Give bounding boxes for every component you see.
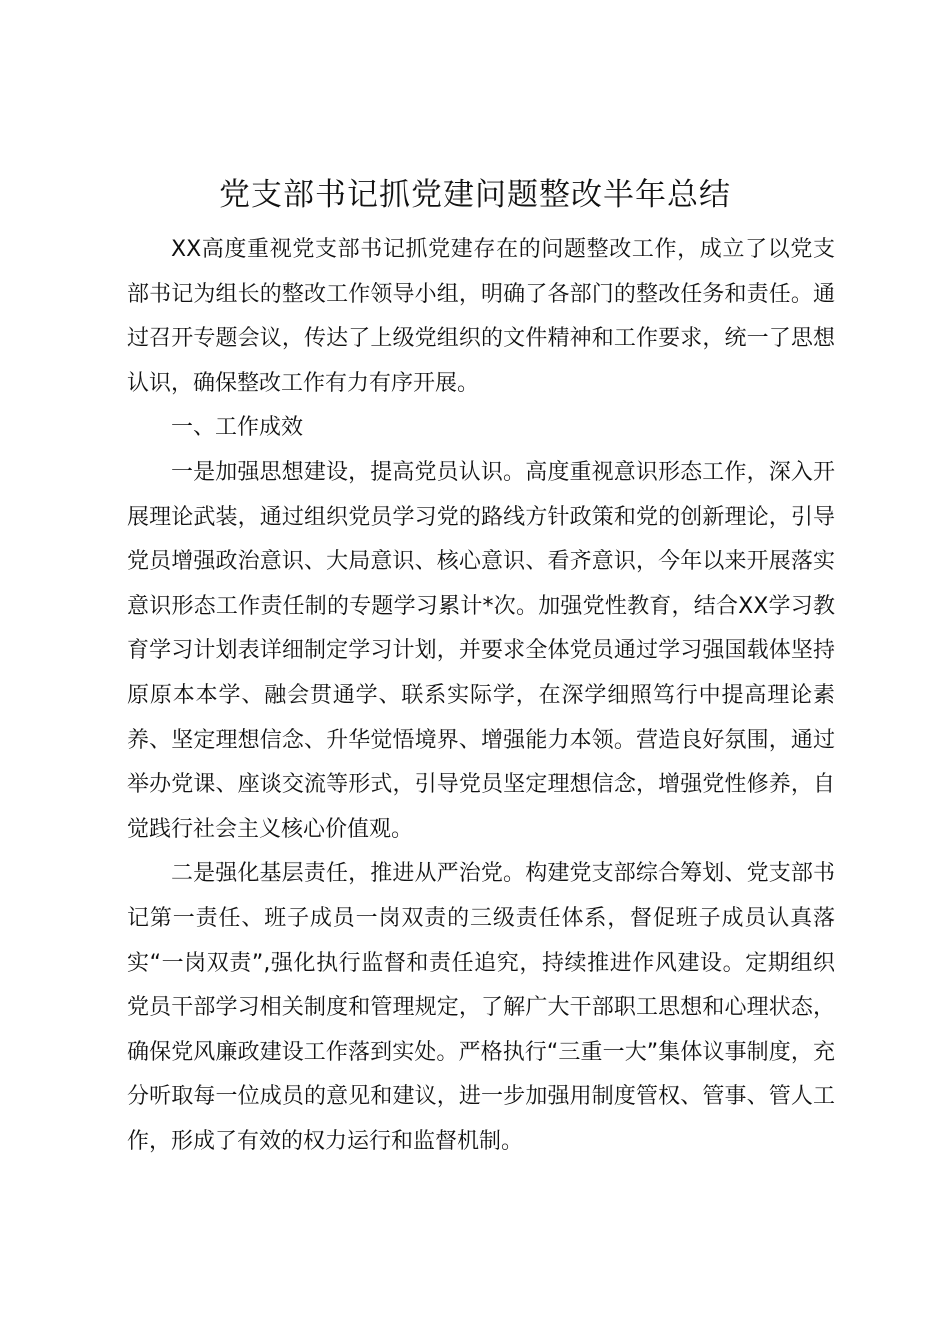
- section-heading-work-results: 一、工作成效: [171, 415, 304, 441]
- intro-paragraph: XX高度重视党支部书记抓党建存在的问题整改工作，成立了以党支部书记为组长的整改工作领导小组，明确了各部门的整改任务和责任。通过召开专题会议，传达了上级党组织的文件精神和工作要求，统一了思想认识，确保整改工作有力有序开展。: [127, 237, 835, 396]
- document-body: [127, 228, 835, 1164]
- paragraph-grassroots-responsibility: 二是强化基层责任，推进从严治党。构建党支部综合筹划、党支部书记第一责任、班子成员一岗双责的三级责任体系，督促班子成员认真落实“一岗双责”,强化执行监督和责任追究，持续推进作风建设。定期组织党员干部学习相关制度和管理规定，了解广大干部职工思想和心理状态，确保党风廉政建设工作落到实处。严格执行“三重一大”集体议事制度，充分听取每一位成员的意见和建议，进一步加强用制度管权、管事、管人工作，形成了有效的权力运行和监督机制。: [127, 861, 835, 1154]
- paragraph-ideological-building: 一是加强思想建设，提高党员认识。高度重视意识形态工作，深入开展理论武装，通过组织党员学习党的路线方针政策和党的创新理论，引导党员增强政治意识、大局意识、核心意识、看齐意识，今年以来开展落实意识形态工作责任制的专题学习累计*次。加强党性教育，结合XX学习教育学习计划表详细制定学习计划，并要求全体党员通过学习强国载体坚持原原本本学、融会贯通学、联系实际学，在深学细照笃行中提高理论素养、坚定理想信念、升华觉悟境界、增强能力本领。营造良好氛围，通过举办党课、座谈交流等形式，引导党员坚定理想信念，增强党性修养，自觉践行社会主义核心价值观。: [127, 459, 835, 842]
- page-title: 党支部书记抓党建问题整改半年总结: [219, 177, 731, 213]
